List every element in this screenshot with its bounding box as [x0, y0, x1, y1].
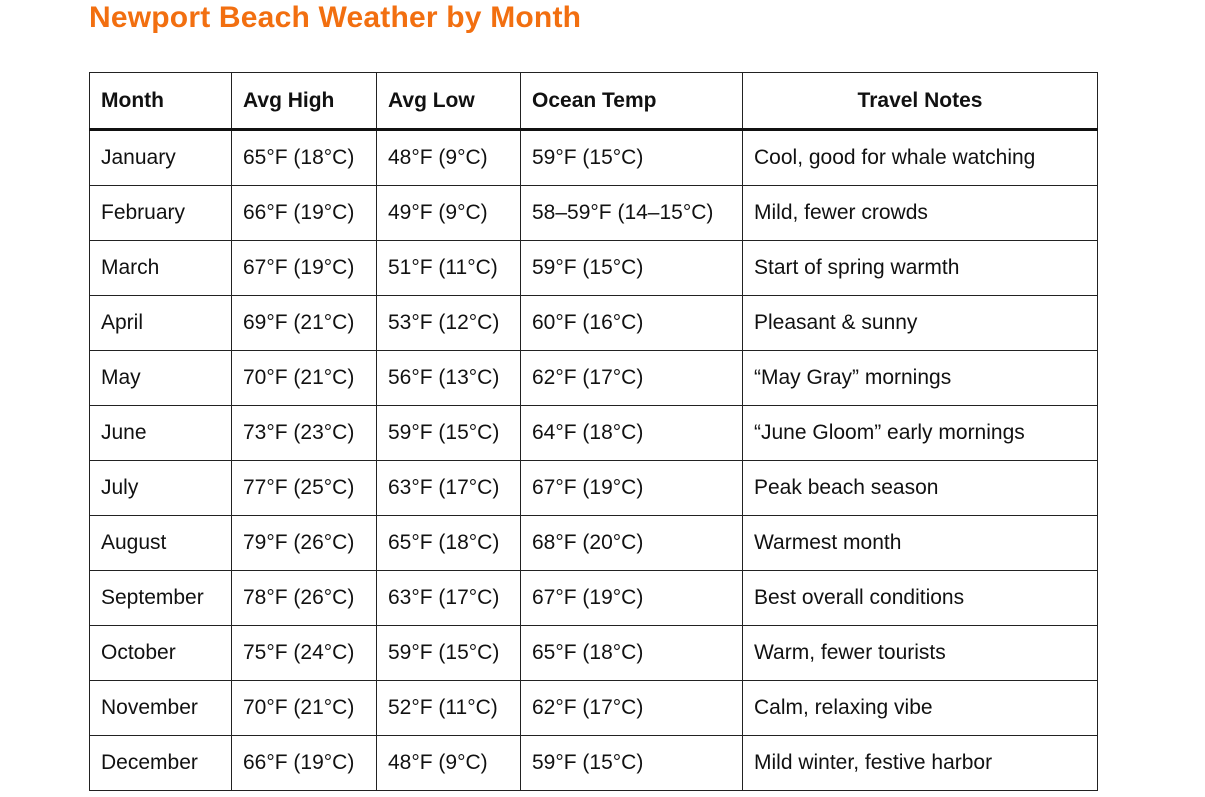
cell-avg-high: 79°F (26°C) [232, 516, 377, 571]
cell-month: October [90, 626, 232, 681]
cell-avg-low: 65°F (18°C) [377, 516, 521, 571]
cell-travel-notes: “June Gloom” early mornings [743, 406, 1098, 461]
cell-avg-low: 63°F (17°C) [377, 461, 521, 516]
cell-travel-notes: Start of spring warmth [743, 241, 1098, 296]
table-row [90, 626, 1098, 681]
cell-avg-low: 52°F (11°C) [377, 681, 521, 736]
cell-ocean-temp: 67°F (19°C) [521, 461, 743, 516]
cell-ocean-temp: 58–59°F (14–15°C) [521, 186, 743, 241]
cell-travel-notes: “May Gray” mornings [743, 351, 1098, 406]
cell-avg-high: 65°F (18°C) [232, 130, 377, 186]
cell-travel-notes: Calm, relaxing vibe [743, 681, 1098, 736]
cell-avg-high: 67°F (19°C) [232, 241, 377, 296]
cell-ocean-temp: 67°F (19°C) [521, 571, 743, 626]
cell-avg-high: 69°F (21°C) [232, 296, 377, 351]
column-header-month: Month [90, 73, 232, 130]
table-row [90, 130, 1098, 186]
table-row [90, 681, 1098, 736]
cell-travel-notes: Pleasant & sunny [743, 296, 1098, 351]
cell-month: June [90, 406, 232, 461]
cell-avg-low: 59°F (15°C) [377, 626, 521, 681]
table-row [90, 406, 1098, 461]
cell-avg-low: 51°F (11°C) [377, 241, 521, 296]
table-row [90, 296, 1098, 351]
cell-avg-high: 73°F (23°C) [232, 406, 377, 461]
table-row [90, 351, 1098, 406]
cell-month: May [90, 351, 232, 406]
page-title: Newport Beach Weather by Month [89, 1, 582, 34]
cell-ocean-temp: 59°F (15°C) [521, 130, 743, 186]
cell-ocean-temp: 65°F (18°C) [521, 626, 743, 681]
cell-travel-notes: Mild winter, festive harbor [743, 736, 1098, 791]
cell-month: August [90, 516, 232, 571]
cell-avg-low: 53°F (12°C) [377, 296, 521, 351]
table-row [90, 516, 1098, 571]
cell-avg-low: 48°F (9°C) [377, 130, 521, 186]
cell-month: February [90, 186, 232, 241]
cell-avg-high: 78°F (26°C) [232, 571, 377, 626]
table-body [90, 130, 1098, 791]
cell-avg-high: 75°F (24°C) [232, 626, 377, 681]
cell-travel-notes: Warm, fewer tourists [743, 626, 1098, 681]
cell-travel-notes: Mild, fewer crowds [743, 186, 1098, 241]
cell-travel-notes: Cool, good for whale watching [743, 130, 1098, 186]
cell-avg-high: 77°F (25°C) [232, 461, 377, 516]
cell-avg-high: 70°F (21°C) [232, 681, 377, 736]
cell-avg-low: 49°F (9°C) [377, 186, 521, 241]
column-header-avg-high: Avg High [232, 73, 377, 130]
cell-travel-notes: Best overall conditions [743, 571, 1098, 626]
cell-month: December [90, 736, 232, 791]
table-row [90, 461, 1098, 516]
cell-avg-high: 70°F (21°C) [232, 351, 377, 406]
cell-month: November [90, 681, 232, 736]
cell-avg-low: 59°F (15°C) [377, 406, 521, 461]
column-header-avg-low: Avg Low [377, 73, 521, 130]
table-row [90, 736, 1098, 791]
cell-ocean-temp: 68°F (20°C) [521, 516, 743, 571]
cell-avg-high: 66°F (19°C) [232, 186, 377, 241]
cell-month: March [90, 241, 232, 296]
cell-ocean-temp: 60°F (16°C) [521, 296, 743, 351]
column-header-ocean-temp: Ocean Temp [521, 73, 743, 130]
cell-ocean-temp: 59°F (15°C) [521, 241, 743, 296]
table-row [90, 241, 1098, 296]
cell-avg-low: 48°F (9°C) [377, 736, 521, 791]
cell-travel-notes: Warmest month [743, 516, 1098, 571]
cell-ocean-temp: 62°F (17°C) [521, 681, 743, 736]
column-header-travel-notes: Travel Notes [743, 73, 1098, 130]
cell-month: January [90, 130, 232, 186]
cell-avg-low: 63°F (17°C) [377, 571, 521, 626]
cell-avg-high: 66°F (19°C) [232, 736, 377, 791]
header-row [90, 73, 1098, 130]
cell-month: April [90, 296, 232, 351]
cell-avg-low: 56°F (13°C) [377, 351, 521, 406]
cell-ocean-temp: 62°F (17°C) [521, 351, 743, 406]
cell-travel-notes: Peak beach season [743, 461, 1098, 516]
cell-ocean-temp: 59°F (15°C) [521, 736, 743, 791]
table-row [90, 571, 1098, 626]
table-row [90, 186, 1098, 241]
table-header [90, 73, 1098, 130]
weather-table [89, 72, 1098, 791]
cell-month: July [90, 461, 232, 516]
cell-ocean-temp: 64°F (18°C) [521, 406, 743, 461]
cell-month: September [90, 571, 232, 626]
